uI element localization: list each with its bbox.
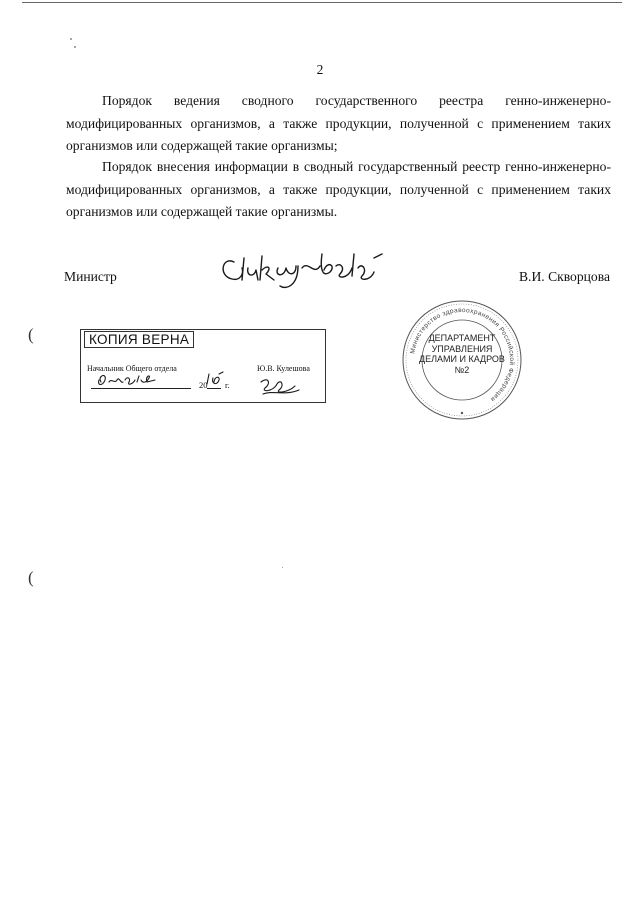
copy-stamp-role: Начальник Общего отдела [87,364,177,373]
seal-ring-text: Министерство здравоохранения Российской Федерации [409,306,516,403]
minister-signature [212,232,397,290]
handwritten-date [95,370,175,390]
page-number: 2 [316,62,324,77]
seal-center-text [409,333,515,375]
seal-line-1: ДЕПАРТАМЕНТ [428,333,496,343]
scan-speck [282,567,283,568]
seal-line-3: ДЕЛАМИ И КАДРОВ [419,354,505,365]
paragraph-2: Порядок внесения информации в сводный государственный реестр генно-инженерно-модифицированных организмов, а также продукции, полученной с применением таких организмов или содержащей такие организмы. [66,159,611,219]
copy-year-suffix: г. [225,380,230,390]
scan-speck [70,38,72,40]
certified-copy-stamp [80,329,326,403]
signatory-name: В.И. Скворцова [518,269,610,284]
copy-year-prefix: 20 [199,380,208,390]
margin-mark: ( [28,568,34,587]
scan-speck [74,46,76,48]
top-edge-line [22,2,622,3]
year-underline [207,388,221,389]
seal-line-4: №2 [454,364,470,375]
margin-mark: ( [28,325,34,344]
copy-signature [255,374,305,398]
position-label: Министр [64,269,117,284]
copy-stamp-signer: Ю.В. Кулешова [257,364,310,373]
paragraph-1: Порядок ведения сводного государственного реестра генно-инженерно-модифицированных организмов, а также продукции, полученной с применением таких организмов или содержащей такие организмы; [66,93,611,153]
handwritten-year [205,370,227,388]
date-underline [91,388,191,389]
seal-line-2: УПРАВЛЕНИЯ [431,343,493,354]
copy-stamp-title: КОПИЯ ВЕРНА [84,331,194,348]
